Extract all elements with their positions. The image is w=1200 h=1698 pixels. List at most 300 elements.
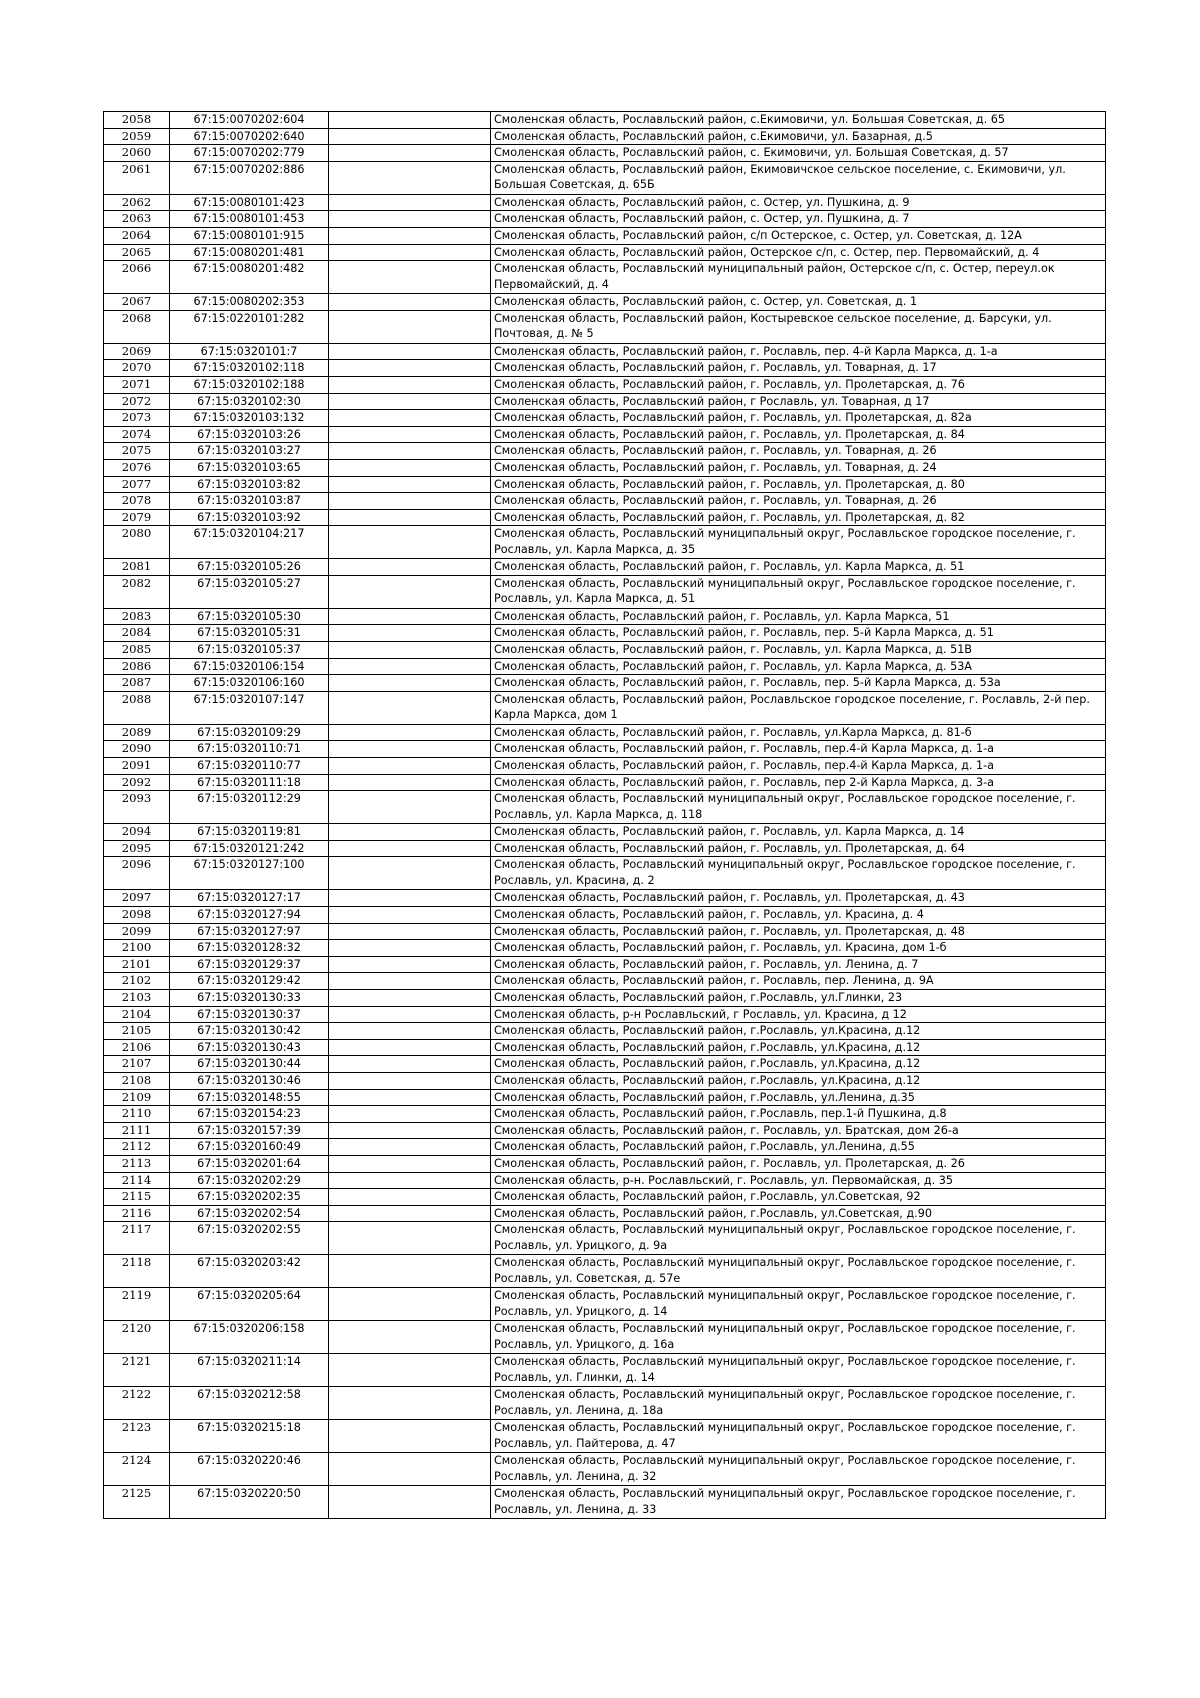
cadastral-number-cell: 67:15:0320201:64 [170, 1155, 329, 1172]
cadastral-number-cell: 67:15:0320130:37 [170, 1006, 329, 1023]
empty-cell [329, 145, 491, 162]
empty-cell [329, 211, 491, 228]
empty-cell [329, 675, 491, 692]
row-number-cell: 2062 [104, 194, 170, 211]
row-number-cell: 2125 [104, 1486, 170, 1519]
row-number-cell: 2084 [104, 625, 170, 642]
cadastral-number-cell: 67:15:0320109:29 [170, 724, 329, 741]
property-registry-table [103, 111, 1106, 1519]
cadastral-number-cell: 67:15:0080101:423 [170, 194, 329, 211]
row-number-cell: 2092 [104, 774, 170, 791]
cadastral-number-cell: 67:15:0070202:640 [170, 128, 329, 145]
row-number-cell: 2118 [104, 1255, 170, 1288]
table-row [104, 1122, 1106, 1139]
empty-cell [329, 758, 491, 775]
table-row [104, 1139, 1106, 1156]
row-number-cell: 2109 [104, 1089, 170, 1106]
row-number-cell: 2072 [104, 393, 170, 410]
cadastral-number-cell: 67:15:0220101:282 [170, 310, 329, 343]
row-number-cell: 2101 [104, 956, 170, 973]
table-row [104, 1288, 1106, 1321]
row-number-cell: 2094 [104, 824, 170, 841]
cadastral-number-cell: 67:15:0320111:18 [170, 774, 329, 791]
address-cell: Смоленская область, Рославльский муниципальный округ, Рославльское городское поселение, г. Рославль, ул. Пайтерова, д. 47 [491, 1420, 1106, 1453]
address-cell: Смоленская область, Рославльский район, с. Остер, ул. Пушкина, д. 9 [491, 194, 1106, 211]
address-cell: Смоленская область, Рославльский район, г. Рославль, ул. Товарная, д. 24 [491, 459, 1106, 476]
cadastral-number-cell: 67:15:0080101:915 [170, 227, 329, 244]
table-row [104, 393, 1106, 410]
empty-cell [329, 1023, 491, 1040]
cadastral-number-cell: 67:15:0320215:18 [170, 1420, 329, 1453]
empty-cell [329, 1072, 491, 1089]
empty-cell [329, 890, 491, 907]
empty-cell [329, 940, 491, 957]
table-row [104, 227, 1106, 244]
address-cell: Смоленская область, Рославльский район, г.Рославль, ул.Красина, д.12 [491, 1072, 1106, 1089]
row-number-cell: 2114 [104, 1172, 170, 1189]
cadastral-number-cell: 67:15:0320110:71 [170, 741, 329, 758]
address-cell: Смоленская область, Рославльский район, г.Рославль, ул.Ленина, д.55 [491, 1139, 1106, 1156]
address-cell: Смоленская область, Рославльский район, г.Рославль, ул.Глинки, 23 [491, 989, 1106, 1006]
address-cell: Смоленская область, р-н. Рославльский, г. Рославль, ул. Первомайская, д. 35 [491, 1172, 1106, 1189]
table-row [104, 360, 1106, 377]
empty-cell [329, 1039, 491, 1056]
address-cell: Смоленская область, Рославльский район, Костыревское сельское поселение, д. Барсуки, ул. Почтовая, д. № 5 [491, 310, 1106, 343]
table-row [104, 426, 1106, 443]
address-cell: Смоленская область, Рославльский район, г.Рославль, ул.Красина, д.12 [491, 1023, 1106, 1040]
address-cell: Смоленская область, Рославльский район, с.Екимовичи, ул. Базарная, д.5 [491, 128, 1106, 145]
row-number-cell: 2089 [104, 724, 170, 741]
empty-cell [329, 227, 491, 244]
cadastral-number-cell: 67:15:0320103:65 [170, 459, 329, 476]
table-row [104, 758, 1106, 775]
empty-cell [329, 724, 491, 741]
table-row [104, 343, 1106, 360]
row-number-cell: 2085 [104, 642, 170, 659]
table-row [104, 145, 1106, 162]
cadastral-number-cell: 67:15:0320127:17 [170, 890, 329, 907]
row-number-cell: 2061 [104, 161, 170, 194]
address-cell: Смоленская область, Рославльский муниципальный округ, Рославльское городское поселение, г. Рославль, ул. Глинки, д. 14 [491, 1354, 1106, 1387]
empty-cell [329, 1122, 491, 1139]
empty-cell [329, 526, 491, 559]
row-number-cell: 2102 [104, 973, 170, 990]
address-cell: Смоленская область, Рославльский район, г Рославль, ул. Товарная, д 17 [491, 393, 1106, 410]
address-cell: Смоленская область, Рославльский муниципальный округ, Рославльское городское поселение, г. Рославль, ул. Урицкого, д. 16а [491, 1321, 1106, 1354]
cadastral-number-cell: 67:15:0320130:46 [170, 1072, 329, 1089]
empty-cell [329, 1106, 491, 1123]
address-cell: Смоленская область, Рославльский район, г.Рославль, ул.Красина, д.12 [491, 1056, 1106, 1073]
table-row [104, 1453, 1106, 1486]
cadastral-number-cell: 67:15:0320128:32 [170, 940, 329, 957]
table-row [104, 526, 1106, 559]
table-row [104, 791, 1106, 824]
cadastral-number-cell: 67:15:0320105:26 [170, 559, 329, 576]
table-row [104, 642, 1106, 659]
cadastral-number-cell: 67:15:0320206:158 [170, 1321, 329, 1354]
address-cell: Смоленская область, Рославльский район, г. Рославль, пер. 5-й Карла Маркса, д. 53а [491, 675, 1106, 692]
empty-cell [329, 261, 491, 294]
cadastral-number-cell: 67:15:0320110:77 [170, 758, 329, 775]
empty-cell [329, 857, 491, 890]
table-row [104, 294, 1106, 311]
cadastral-number-cell: 67:15:0070202:779 [170, 145, 329, 162]
empty-cell [329, 658, 491, 675]
row-number-cell: 2112 [104, 1139, 170, 1156]
empty-cell [329, 244, 491, 261]
empty-cell [329, 1155, 491, 1172]
cadastral-number-cell: 67:15:0320127:97 [170, 923, 329, 940]
cadastral-number-cell: 67:15:0320107:147 [170, 691, 329, 724]
cadastral-number-cell: 67:15:0320220:46 [170, 1453, 329, 1486]
table-row [104, 1387, 1106, 1420]
row-number-cell: 2099 [104, 923, 170, 940]
cadastral-number-cell: 67:15:0320220:50 [170, 1486, 329, 1519]
address-cell: Смоленская область, Рославльский район, г. Рославль, ул. Пролетарская, д. 48 [491, 923, 1106, 940]
cadastral-number-cell: 67:15:0320106:160 [170, 675, 329, 692]
table-row [104, 1354, 1106, 1387]
row-number-cell: 2066 [104, 261, 170, 294]
table-row [104, 509, 1106, 526]
address-cell: Смоленская область, Рославльский район, г. Рославль, ул. Пролетарская, д. 26 [491, 1155, 1106, 1172]
empty-cell [329, 840, 491, 857]
cadastral-number-cell: 67:15:0320105:30 [170, 608, 329, 625]
cadastral-number-cell: 67:15:0320129:42 [170, 973, 329, 990]
row-number-cell: 2113 [104, 1155, 170, 1172]
empty-cell [329, 625, 491, 642]
row-number-cell: 2103 [104, 989, 170, 1006]
cadastral-number-cell: 67:15:0320154:23 [170, 1106, 329, 1123]
row-number-cell: 2122 [104, 1387, 170, 1420]
table-row [104, 559, 1106, 576]
table-row [104, 493, 1106, 510]
address-cell: Смоленская область, Рославльский район, г. Рославль, ул. Карла Маркса, д. 14 [491, 824, 1106, 841]
address-cell: Смоленская область, Рославльский район, г. Рославль, пер.4-й Карла Маркса, д. 1-а [491, 758, 1106, 775]
address-cell: Смоленская область, Рославльский район, г. Рославль, пер. 4-й Карла Маркса, д. 1-а [491, 343, 1106, 360]
cadastral-number-cell: 67:15:0320105:31 [170, 625, 329, 642]
table-row [104, 691, 1106, 724]
cadastral-number-cell: 67:15:0320121:242 [170, 840, 329, 857]
table-row [104, 1056, 1106, 1073]
empty-cell [329, 642, 491, 659]
table-row [104, 1486, 1106, 1519]
address-cell: Смоленская область, Рославльский муниципальный округ, Рославльское городское поселение, г. Рославль, ул. Карла Маркса, д. 51 [491, 575, 1106, 608]
address-cell: Смоленская область, Рославльский муниципальный округ, Рославльское городское поселение, г. Рославль, ул. Ленина, д. 33 [491, 1486, 1106, 1519]
cadastral-number-cell: 67:15:0320103:132 [170, 410, 329, 427]
table-row [104, 1006, 1106, 1023]
cadastral-number-cell: 67:15:0080201:482 [170, 261, 329, 294]
cadastral-number-cell: 67:15:0070202:886 [170, 161, 329, 194]
row-number-cell: 2082 [104, 575, 170, 608]
cadastral-number-cell: 67:15:0320202:54 [170, 1205, 329, 1222]
address-cell: Смоленская область, Рославльский район, г. Рославль, ул. Товарная, д. 26 [491, 443, 1106, 460]
cadastral-number-cell: 67:15:0320212:58 [170, 1387, 329, 1420]
table-row [104, 261, 1106, 294]
row-number-cell: 2093 [104, 791, 170, 824]
address-cell: Смоленская область, Рославльский район, г.Рославль, ул.Советская, 92 [491, 1189, 1106, 1206]
empty-cell [329, 1453, 491, 1486]
row-number-cell: 2065 [104, 244, 170, 261]
empty-cell [329, 791, 491, 824]
row-number-cell: 2064 [104, 227, 170, 244]
empty-cell [329, 410, 491, 427]
empty-cell [329, 194, 491, 211]
empty-cell [329, 575, 491, 608]
empty-cell [329, 1255, 491, 1288]
cadastral-number-cell: 67:15:0320103:82 [170, 476, 329, 493]
address-cell: Смоленская область, Рославльский район, г.Рославль, ул.Ленина, д.35 [491, 1089, 1106, 1106]
cadastral-number-cell: 67:15:0320202:35 [170, 1189, 329, 1206]
cadastral-number-cell: 67:15:0320102:30 [170, 393, 329, 410]
empty-cell [329, 493, 491, 510]
table-row [104, 940, 1106, 957]
address-cell: Смоленская область, Рославльский район, г. Рославль, ул. Пролетарская, д. 80 [491, 476, 1106, 493]
cadastral-number-cell: 67:15:0320102:188 [170, 376, 329, 393]
cadastral-number-cell: 67:15:0320130:42 [170, 1023, 329, 1040]
empty-cell [329, 509, 491, 526]
row-number-cell: 2120 [104, 1321, 170, 1354]
empty-cell [329, 691, 491, 724]
cadastral-number-cell: 67:15:0320211:14 [170, 1354, 329, 1387]
row-number-cell: 2078 [104, 493, 170, 510]
row-number-cell: 2059 [104, 128, 170, 145]
cadastral-number-cell: 67:15:0320148:55 [170, 1089, 329, 1106]
address-cell: Смоленская область, Рославльский муниципальный округ, Рославльское городское поселение, г. Рославль, ул. Урицкого, д. 9а [491, 1222, 1106, 1255]
table-row [104, 1172, 1106, 1189]
row-number-cell: 2067 [104, 294, 170, 311]
row-number-cell: 2107 [104, 1056, 170, 1073]
row-number-cell: 2081 [104, 559, 170, 576]
address-cell: Смоленская область, Рославльский район, г. Рославль, ул. Карла Маркса, 51 [491, 608, 1106, 625]
row-number-cell: 2063 [104, 211, 170, 228]
empty-cell [329, 1172, 491, 1189]
table-row [104, 1155, 1106, 1172]
empty-cell [329, 310, 491, 343]
table-row [104, 840, 1106, 857]
row-number-cell: 2088 [104, 691, 170, 724]
empty-cell [329, 1288, 491, 1321]
address-cell: Смоленская область, Рославльский район, г. Рославль, ул. Пролетарская, д. 43 [491, 890, 1106, 907]
table-row [104, 774, 1106, 791]
address-cell: Смоленская область, Рославльский район, с. Остер, ул. Пушкина, д. 7 [491, 211, 1106, 228]
cadastral-number-cell: 67:15:0320129:37 [170, 956, 329, 973]
table-row [104, 907, 1106, 924]
row-number-cell: 2106 [104, 1039, 170, 1056]
empty-cell [329, 1006, 491, 1023]
row-number-cell: 2087 [104, 675, 170, 692]
address-cell: Смоленская область, Рославльский район, г. Рославль, ул. Карла Маркса, д. 51 [491, 559, 1106, 576]
address-cell: Смоленская область, Рославльский район, г.Рославль, ул.Советская, д.90 [491, 1205, 1106, 1222]
address-cell: Смоленская область, р-н Рославльский, г Рославль, ул. Красина, д 12 [491, 1006, 1106, 1023]
table-row [104, 923, 1106, 940]
address-cell: Смоленская область, Рославльский район, г. Рославль, ул. Карла Маркса, д. 53А [491, 658, 1106, 675]
table-body [104, 112, 1106, 1519]
table-row [104, 989, 1106, 1006]
empty-cell [329, 1486, 491, 1519]
table-row [104, 161, 1106, 194]
table-row [104, 1072, 1106, 1089]
table-row [104, 244, 1106, 261]
empty-cell [329, 1354, 491, 1387]
row-number-cell: 2086 [104, 658, 170, 675]
cadastral-number-cell: 67:15:0080201:481 [170, 244, 329, 261]
row-number-cell: 2076 [104, 459, 170, 476]
cadastral-number-cell: 67:15:0320101:7 [170, 343, 329, 360]
row-number-cell: 2073 [104, 410, 170, 427]
row-number-cell: 2111 [104, 1122, 170, 1139]
row-number-cell: 2108 [104, 1072, 170, 1089]
row-number-cell: 2068 [104, 310, 170, 343]
table-row [104, 476, 1106, 493]
row-number-cell: 2096 [104, 857, 170, 890]
table-row [104, 973, 1106, 990]
row-number-cell: 2100 [104, 940, 170, 957]
empty-cell [329, 774, 491, 791]
address-cell: Смоленская область, Рославльский район, с. Остер, ул. Советская, д. 1 [491, 294, 1106, 311]
address-cell: Смоленская область, Рославльский район, Остерское с/п, с. Остер, пер. Первомайский, д. 4 [491, 244, 1106, 261]
table-row [104, 1189, 1106, 1206]
empty-cell [329, 294, 491, 311]
empty-cell [329, 376, 491, 393]
address-cell: Смоленская область, Рославльский район, г. Рославль, ул. Пролетарская, д. 76 [491, 376, 1106, 393]
empty-cell [329, 360, 491, 377]
row-number-cell: 2119 [104, 1288, 170, 1321]
cadastral-number-cell: 67:15:0320202:55 [170, 1222, 329, 1255]
table-row [104, 741, 1106, 758]
empty-cell [329, 973, 491, 990]
address-cell: Смоленская область, Рославльский район, г. Рославль, ул. Карла Маркса, д. 51В [491, 642, 1106, 659]
row-number-cell: 2070 [104, 360, 170, 377]
cadastral-number-cell: 67:15:0320102:118 [170, 360, 329, 377]
address-cell: Смоленская область, Рославльский муниципальный округ, Рославльское городское поселение, г. Рославль, ул. Ленина, д. 32 [491, 1453, 1106, 1486]
row-number-cell: 2110 [104, 1106, 170, 1123]
empty-cell [329, 112, 491, 129]
address-cell: Смоленская область, Рославльский муниципальный округ, Рославльское городское поселение, г. Рославль, ул. Красина, д. 2 [491, 857, 1106, 890]
table-row [104, 376, 1106, 393]
table-row [104, 857, 1106, 890]
address-cell: Смоленская область, Рославльский район, г. Рославль, ул. Красина, дом 1-б [491, 940, 1106, 957]
cadastral-number-cell: 67:15:0320157:39 [170, 1122, 329, 1139]
address-cell: Смоленская область, Рославльский район, г. Рославль, пер.4-й Карла Маркса, д. 1-а [491, 741, 1106, 758]
address-cell: Смоленская область, Рославльский район, г. Рославль, ул. Пролетарская, д. 82 [491, 509, 1106, 526]
cadastral-number-cell: 67:15:0320105:27 [170, 575, 329, 608]
empty-cell [329, 956, 491, 973]
empty-cell [329, 907, 491, 924]
cadastral-number-cell: 67:15:0320103:92 [170, 509, 329, 526]
row-number-cell: 2060 [104, 145, 170, 162]
cadastral-number-cell: 67:15:0320130:43 [170, 1039, 329, 1056]
address-cell: Смоленская область, Рославльский район, г. Рославль, пер. Ленина, д. 9А [491, 973, 1106, 990]
table-row [104, 1039, 1106, 1056]
cadastral-number-cell: 67:15:0070202:604 [170, 112, 329, 129]
table-row [104, 890, 1106, 907]
cadastral-number-cell: 67:15:0320106:154 [170, 658, 329, 675]
table-row [104, 443, 1106, 460]
cadastral-number-cell: 67:15:0320127:94 [170, 907, 329, 924]
table-row [104, 658, 1106, 675]
row-number-cell: 2090 [104, 741, 170, 758]
address-cell: Смоленская область, Рославльский район, г. Рославль, ул. Красина, д. 4 [491, 907, 1106, 924]
empty-cell [329, 989, 491, 1006]
table-row [104, 194, 1106, 211]
address-cell: Смоленская область, Рославльский район, г. Рославль, пер. 5-й Карла Маркса, д. 51 [491, 625, 1106, 642]
cadastral-number-cell: 67:15:0320130:33 [170, 989, 329, 1006]
row-number-cell: 2077 [104, 476, 170, 493]
empty-cell [329, 393, 491, 410]
empty-cell [329, 1420, 491, 1453]
row-number-cell: 2083 [104, 608, 170, 625]
address-cell: Смоленская область, Рославльский район, г. Рославль, ул. Ленина, д. 7 [491, 956, 1106, 973]
address-cell: Смоленская область, Рославльский район, г. Рославль, ул. Товарная, д. 26 [491, 493, 1106, 510]
cadastral-number-cell: 67:15:0320103:26 [170, 426, 329, 443]
row-number-cell: 2124 [104, 1453, 170, 1486]
address-cell: Смоленская область, Рославльский район, г. Рославль, ул. Братская, дом 26-а [491, 1122, 1106, 1139]
table-row [104, 1321, 1106, 1354]
cadastral-number-cell: 67:15:0320103:27 [170, 443, 329, 460]
table-row [104, 675, 1106, 692]
row-number-cell: 2075 [104, 443, 170, 460]
address-cell: Смоленская область, Рославльский район, г. Рославль, ул. Пролетарская, д. 82а [491, 410, 1106, 427]
table-row [104, 608, 1106, 625]
table-row [104, 575, 1106, 608]
row-number-cell: 2117 [104, 1222, 170, 1255]
cadastral-number-cell: 67:15:0320205:64 [170, 1288, 329, 1321]
empty-cell [329, 1139, 491, 1156]
address-cell: Смоленская область, Рославльский район, г. Рославль, ул. Пролетарская, д. 84 [491, 426, 1106, 443]
cadastral-number-cell: 67:15:0320112:29 [170, 791, 329, 824]
address-cell: Смоленская область, Рославльский район, г.Рославль, ул.Красина, д.12 [491, 1039, 1106, 1056]
empty-cell [329, 343, 491, 360]
address-cell: Смоленская область, Рославльский район, с.Екимовичи, ул. Большая Советская, д. 65 [491, 112, 1106, 129]
address-cell: Смоленская область, Рославльский муниципальный округ, Рославльское городское поселение, г. Рославль, ул. Ленина, д. 18а [491, 1387, 1106, 1420]
cadastral-number-cell: 67:15:0320105:37 [170, 642, 329, 659]
empty-cell [329, 1189, 491, 1206]
row-number-cell: 2098 [104, 907, 170, 924]
empty-cell [329, 128, 491, 145]
table-row [104, 112, 1106, 129]
row-number-cell: 2079 [104, 509, 170, 526]
table-row [104, 1205, 1106, 1222]
cadastral-number-cell: 67:15:0320104:217 [170, 526, 329, 559]
row-number-cell: 2121 [104, 1354, 170, 1387]
empty-cell [329, 741, 491, 758]
address-cell: Смоленская область, Рославльский район, г.Рославль, пер.1-й Пушкина, д.8 [491, 1106, 1106, 1123]
empty-cell [329, 1205, 491, 1222]
cadastral-number-cell: 67:15:0080202:353 [170, 294, 329, 311]
row-number-cell: 2080 [104, 526, 170, 559]
row-number-cell: 2091 [104, 758, 170, 775]
address-cell: Смоленская область, Рославльский район, Рославльское городское поселение, г. Рославль, 2-й пер. Карла Маркса, дом 1 [491, 691, 1106, 724]
table-row [104, 1106, 1106, 1123]
address-cell: Смоленская область, Рославльский муниципальный район, Остерское с/п, с. Остер, переул.ок Первомайский, д. 4 [491, 261, 1106, 294]
empty-cell [329, 476, 491, 493]
address-cell: Смоленская область, Рославльский муниципальный округ, Рославльское городское поселение, г. Рославль, ул. Карла Маркса, д. 35 [491, 526, 1106, 559]
address-cell: Смоленская область, Рославльский район, г. Рославль, пер 2-й Карла Маркса, д. 3-а [491, 774, 1106, 791]
address-cell: Смоленская область, Рославльский район, с. Екимовичи, ул. Большая Советская, д. 57 [491, 145, 1106, 162]
row-number-cell: 2097 [104, 890, 170, 907]
empty-cell [329, 443, 491, 460]
empty-cell [329, 459, 491, 476]
table-row [104, 1089, 1106, 1106]
row-number-cell: 2116 [104, 1205, 170, 1222]
row-number-cell: 2105 [104, 1023, 170, 1040]
cadastral-number-cell: 67:15:0320202:29 [170, 1172, 329, 1189]
cadastral-number-cell: 67:15:0320203:42 [170, 1255, 329, 1288]
table-row [104, 211, 1106, 228]
table-row [104, 1255, 1106, 1288]
empty-cell [329, 426, 491, 443]
row-number-cell: 2069 [104, 343, 170, 360]
